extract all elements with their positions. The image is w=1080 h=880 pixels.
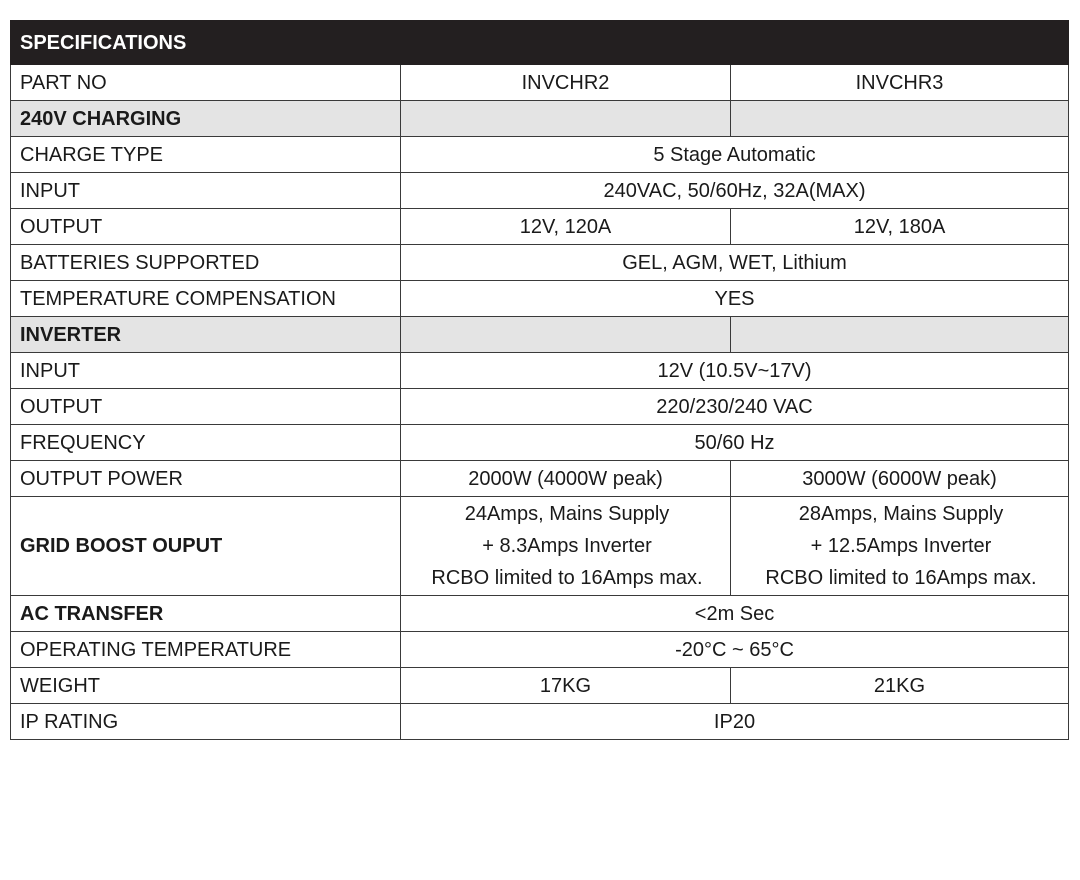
section-empty-cell bbox=[401, 101, 731, 137]
row-value-invchr2 bbox=[401, 497, 731, 596]
specifications-table bbox=[10, 20, 1069, 740]
table-row bbox=[11, 173, 1069, 209]
grid-boost-line: RCBO limited to 16Amps max. bbox=[431, 567, 703, 589]
grid-boost-line: RCBO limited to 16Amps max. bbox=[765, 567, 1037, 589]
table-row bbox=[11, 668, 1069, 704]
row-label: BATTERIES SUPPORTED bbox=[11, 245, 401, 281]
row-label: FREQUENCY bbox=[11, 425, 401, 461]
row-value: 220/230/240 VAC bbox=[401, 389, 1069, 425]
table-row bbox=[11, 704, 1069, 740]
row-label: INPUT bbox=[11, 173, 401, 209]
table-row bbox=[11, 353, 1069, 389]
table-title: SPECIFICATIONS bbox=[11, 21, 1069, 65]
row-value: IP20 bbox=[401, 704, 1069, 740]
table-row bbox=[11, 389, 1069, 425]
row-label: WEIGHT bbox=[11, 668, 401, 704]
table-row bbox=[11, 461, 1069, 497]
row-value-invchr3: 3000W (6000W peak) bbox=[731, 461, 1069, 497]
table-row bbox=[11, 137, 1069, 173]
table-title-row bbox=[11, 21, 1069, 65]
grid-boost-line: + 8.3Amps Inverter bbox=[482, 535, 652, 557]
row-value: <2m Sec bbox=[401, 596, 1069, 632]
row-value-invchr2: 17KG bbox=[401, 668, 731, 704]
row-label: CHARGE TYPE bbox=[11, 137, 401, 173]
row-value: -20°C ~ 65°C bbox=[401, 632, 1069, 668]
section-heading: INVERTER bbox=[11, 317, 401, 353]
row-value: 240VAC, 50/60Hz, 32A(MAX) bbox=[401, 173, 1069, 209]
model-invchr3: INVCHR3 bbox=[731, 65, 1069, 101]
row-value: 5 Stage Automatic bbox=[401, 137, 1069, 173]
row-value-invchr3: 12V, 180A bbox=[731, 209, 1069, 245]
table-row bbox=[11, 596, 1069, 632]
row-value-invchr2: 2000W (4000W peak) bbox=[401, 461, 731, 497]
section-inverter-row bbox=[11, 317, 1069, 353]
row-label: OUTPUT POWER bbox=[11, 461, 401, 497]
grid-boost-line: + 12.5Amps Inverter bbox=[810, 535, 992, 557]
section-empty-cell bbox=[401, 317, 731, 353]
model-invchr2: INVCHR2 bbox=[401, 65, 731, 101]
row-value-invchr3 bbox=[731, 497, 1069, 596]
row-value: 12V (10.5V~17V) bbox=[401, 353, 1069, 389]
row-value: YES bbox=[401, 281, 1069, 317]
table-row bbox=[11, 425, 1069, 461]
section-empty-cell bbox=[731, 101, 1069, 137]
row-label: INPUT bbox=[11, 353, 401, 389]
row-label: PART NO bbox=[11, 65, 401, 101]
grid-boost-row bbox=[11, 497, 1069, 596]
row-label: IP RATING bbox=[11, 704, 401, 740]
grid-boost-line: 28Amps, Mains Supply bbox=[798, 503, 1004, 525]
row-label: GRID BOOST OUPUT bbox=[11, 497, 401, 596]
row-value: GEL, AGM, WET, Lithium bbox=[401, 245, 1069, 281]
table-row bbox=[11, 281, 1069, 317]
table-row bbox=[11, 209, 1069, 245]
row-label: OUTPUT bbox=[11, 389, 401, 425]
row-label: OPERATING TEMPERATURE bbox=[11, 632, 401, 668]
row-label: TEMPERATURE COMPENSATION bbox=[11, 281, 401, 317]
row-value: 50/60 Hz bbox=[401, 425, 1069, 461]
table-row bbox=[11, 245, 1069, 281]
section-empty-cell bbox=[731, 317, 1069, 353]
section-heading: 240V CHARGING bbox=[11, 101, 401, 137]
grid-boost-line: 24Amps, Mains Supply bbox=[464, 503, 670, 525]
row-value-invchr2: 12V, 120A bbox=[401, 209, 731, 245]
row-value-invchr3: 21KG bbox=[731, 668, 1069, 704]
section-charging-row bbox=[11, 101, 1069, 137]
row-label: OUTPUT bbox=[11, 209, 401, 245]
table-row bbox=[11, 632, 1069, 668]
part-no-row bbox=[11, 65, 1069, 101]
row-label: AC TRANSFER bbox=[11, 596, 401, 632]
